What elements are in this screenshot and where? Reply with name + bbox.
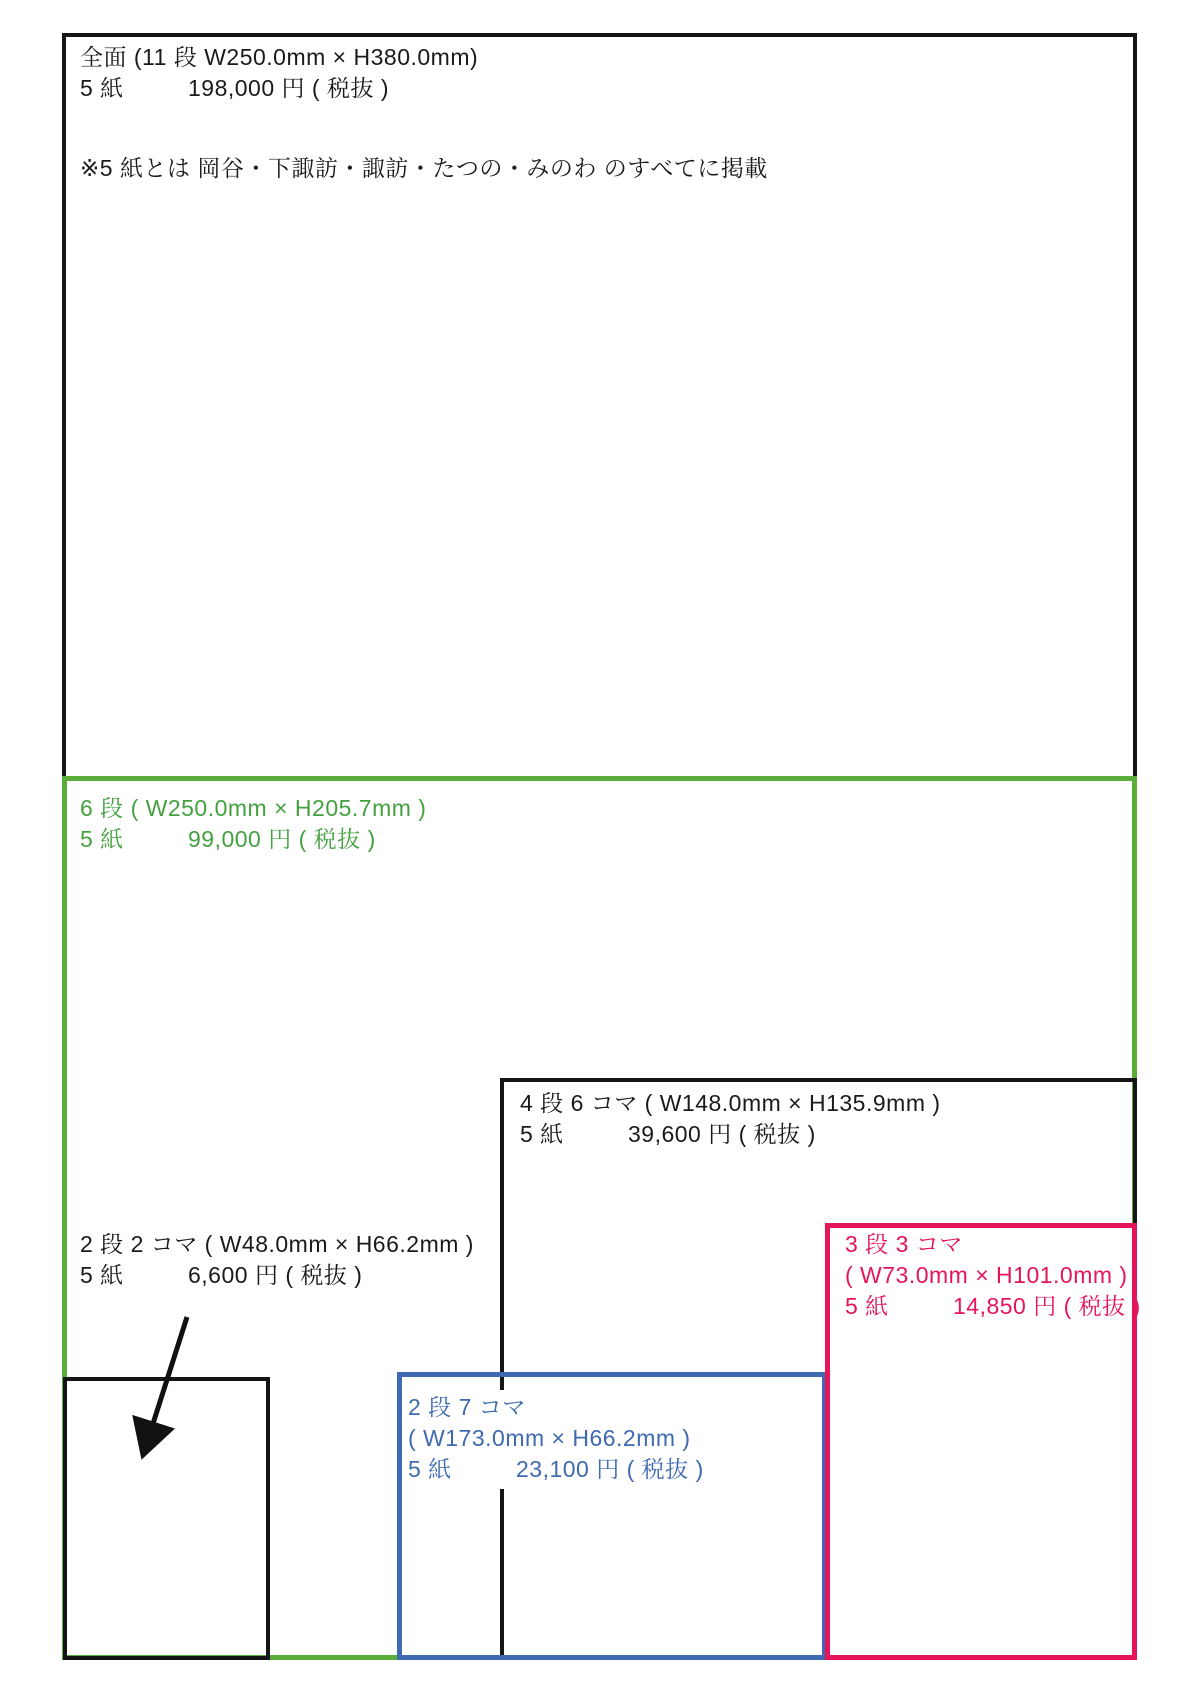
2dan-2koma-papers: 5 紙 xyxy=(80,1262,124,1288)
3dan-3koma-papers: 5 紙 xyxy=(845,1293,889,1319)
label-3dan-3koma xyxy=(845,1229,1141,1322)
2dan-7koma-price: 23,100 円 ( 税抜 ) xyxy=(516,1456,704,1482)
6dan-title: 6 段 ( W250.0mm × H205.7mm ) xyxy=(80,795,427,821)
2dan-7koma-papers: 5 紙 xyxy=(408,1456,452,1482)
2dan-2koma-title: 2 段 2 コマ ( W48.0mm × H66.2mm ) xyxy=(80,1231,474,1257)
plan-box-2dan-2koma xyxy=(63,1377,270,1660)
full-page-title: 全面 (11 段 W250.0mm × H380.0mm) xyxy=(80,44,479,70)
2dan-7koma-price-row xyxy=(408,1454,704,1485)
full-page-papers: 5 紙 xyxy=(80,75,124,101)
label-2dan-7koma xyxy=(404,1390,714,1489)
4dan-6koma-price: 39,600 円 ( 税抜 ) xyxy=(628,1121,816,1147)
6dan-price: 99,000 円 ( 税抜 ) xyxy=(188,826,376,852)
2dan-7koma-title: 2 段 7 コマ xyxy=(408,1394,526,1420)
2dan-7koma-size: ( W173.0mm × H66.2mm ) xyxy=(408,1425,691,1451)
6dan-papers: 5 紙 xyxy=(80,826,124,852)
label-2dan-2koma xyxy=(80,1229,474,1291)
2dan-2koma-price-row xyxy=(80,1260,474,1291)
4dan-6koma-title: 4 段 6 コマ ( W148.0mm × H135.9mm ) xyxy=(520,1090,941,1116)
6dan-price-row xyxy=(80,824,426,855)
label-6dan xyxy=(80,793,426,855)
full-page-price-row xyxy=(80,73,478,104)
label-4dan-6koma xyxy=(520,1088,941,1150)
papers-footnote: ※5 紙とは 岡谷・下諏訪・諏訪・たつの・みのわ のすべてに掲載 xyxy=(80,155,768,181)
label-full-page xyxy=(80,42,478,104)
4dan-6koma-papers: 5 紙 xyxy=(520,1121,564,1147)
3dan-3koma-size: ( W73.0mm × H101.0mm ) xyxy=(845,1262,1128,1288)
4dan-6koma-price-row xyxy=(520,1119,941,1150)
3dan-3koma-price-row xyxy=(845,1291,1141,1322)
2dan-2koma-price: 6,600 円 ( 税抜 ) xyxy=(188,1262,363,1288)
full-page-price: 198,000 円 ( 税抜 ) xyxy=(188,75,390,101)
3dan-3koma-title: 3 段 3 コマ xyxy=(845,1231,963,1257)
3dan-3koma-price: 14,850 円 ( 税抜 ) xyxy=(953,1293,1141,1319)
